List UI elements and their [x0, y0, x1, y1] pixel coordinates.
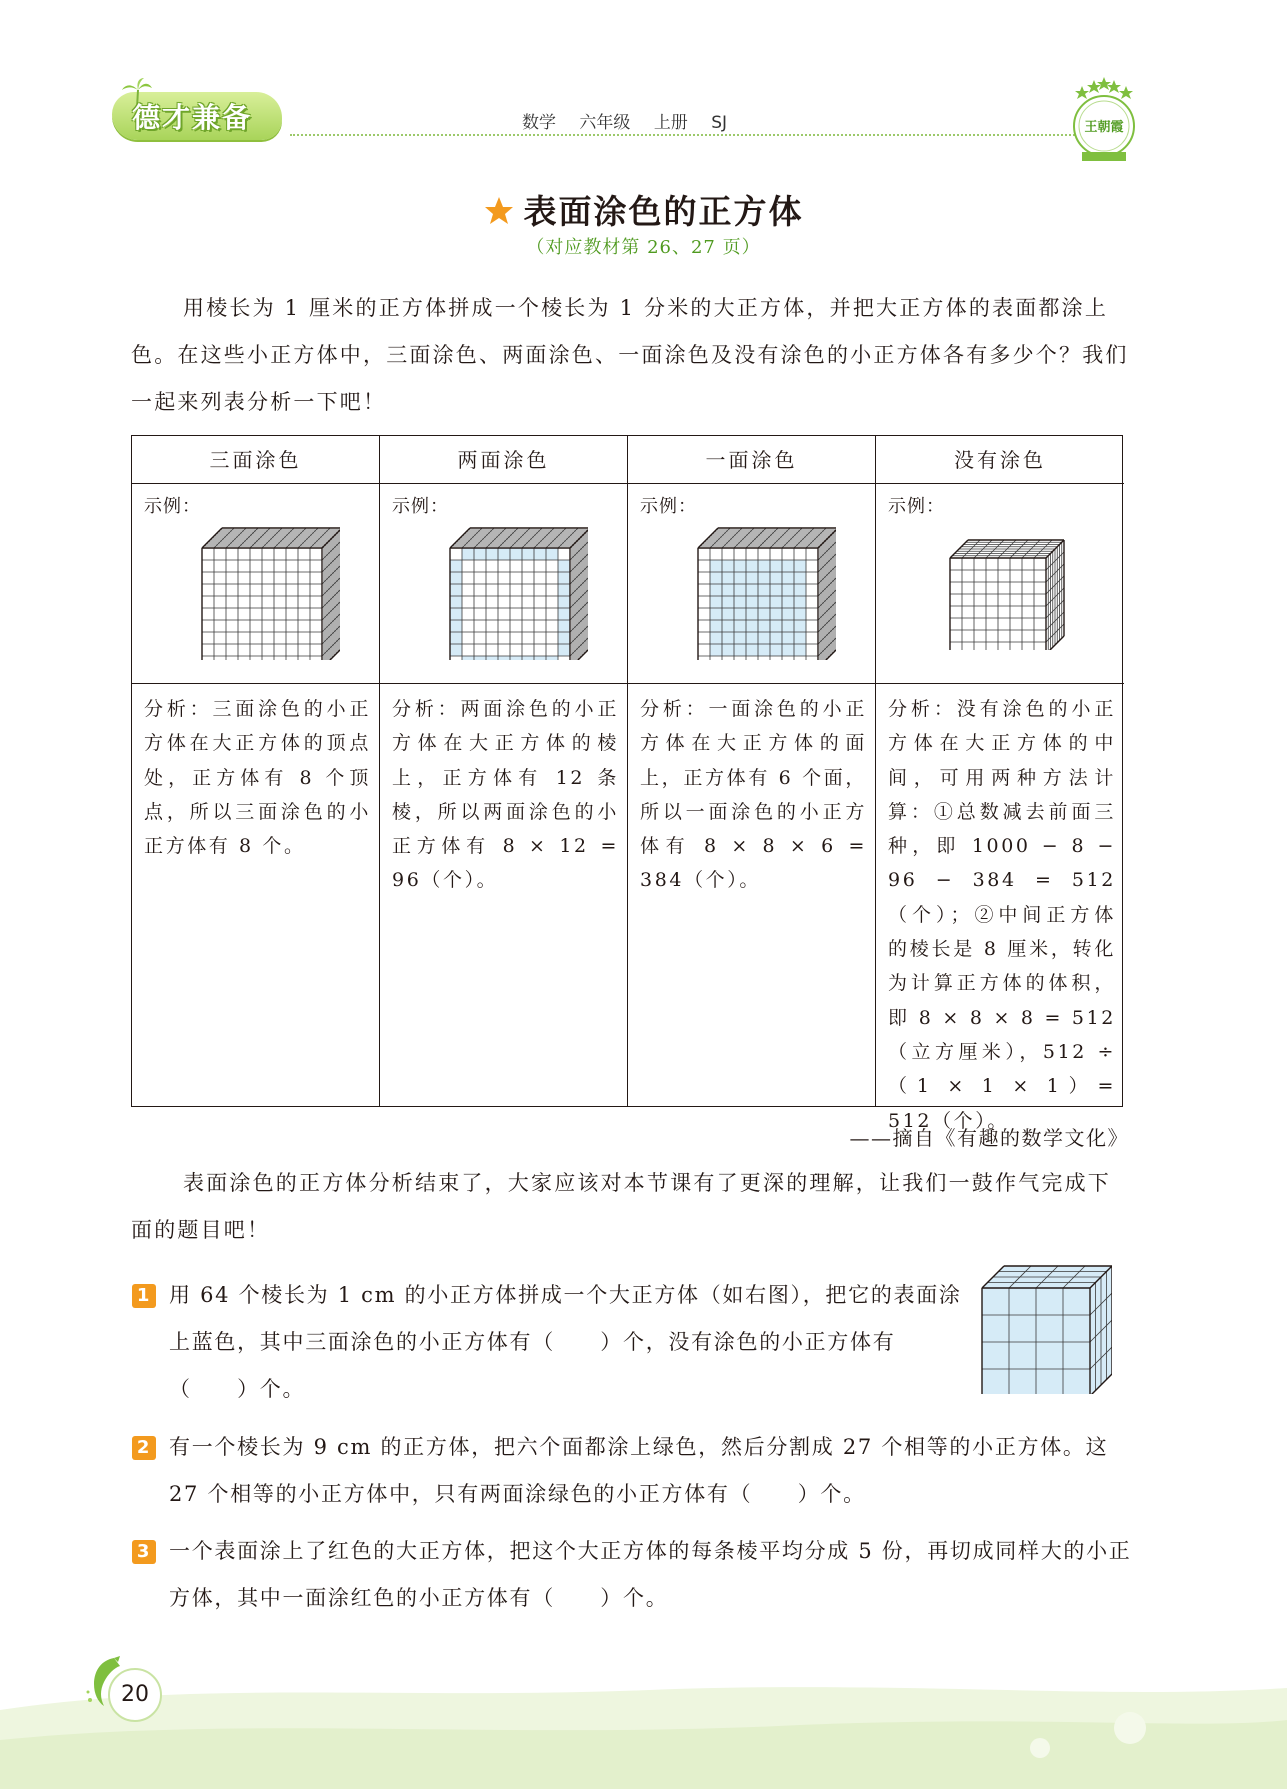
table-column-two-faces	[380, 436, 628, 1106]
question-2	[132, 1424, 1142, 1518]
subject-label: 数学	[522, 113, 556, 133]
page-title-text: 表面涂色的正方体	[523, 192, 804, 231]
table-column-three-faces	[132, 436, 380, 1106]
example-label: 示例：	[888, 496, 945, 517]
question-number-badge: 2	[132, 1436, 156, 1460]
question-number-badge: 3	[132, 1540, 156, 1564]
logo-text: 德才兼备	[132, 101, 253, 134]
question-text: 有一个棱长为 9 cm 的正方体，把六个面都涂上绿色，然后分割成 27 个相等的小正方体。这 27 个相等的小正方体中，只有两面涂绿色的小正方体有（ ）个。	[169, 1435, 1109, 1506]
cube-figure-one-face	[696, 526, 836, 660]
question-text: 一个表面涂上了红色的大正方体，把这个大正方体的每条棱平均分成 5 份，再切成同样大的小正方体，其中一面涂红色的小正方体有（ ）个。	[169, 1539, 1132, 1610]
page-title	[484, 192, 804, 231]
intro-paragraph: 用棱长为 1 厘米的正方体拼成一个棱长为 1 分米的大正方体，并把大正方体的表面都涂上色。在这些小正方体中，三面涂色、两面涂色、一面涂色及没有涂色的小正方体各有多少个？我们一起来列表分析一下吧！	[131, 296, 1129, 414]
table-header-cell: 三面涂色	[132, 436, 379, 484]
cube-figure-two-faces	[448, 526, 588, 660]
table-column-one-face	[628, 436, 876, 1106]
author-badge-logo	[1062, 74, 1146, 164]
cube-figure-three-faces	[200, 526, 340, 660]
table-column-no-faces	[876, 436, 1124, 1132]
example-label: 示例：	[392, 496, 449, 517]
cube-4x4-figure	[980, 1264, 1112, 1394]
volume-label: 上册	[653, 113, 688, 133]
footer-decoration	[0, 1670, 1287, 1789]
question-number-badge: 1	[132, 1284, 156, 1308]
edition-label: SJ	[711, 113, 728, 133]
star-icon	[484, 196, 514, 226]
example-label: 示例：	[144, 496, 201, 517]
analysis-text: 分析：两面涂色的小正方体在大正方体的棱上，正方体有 12 条棱，所以两面涂色的小正方体有 8 × 12 = 96（个）。	[392, 698, 619, 892]
header-divider	[290, 134, 1090, 136]
grade-label: 六年级	[579, 113, 631, 133]
table-header-cell: 没有涂色	[876, 436, 1124, 484]
page-number-badge	[100, 1660, 164, 1724]
table-header-cell: 一面涂色	[628, 436, 875, 484]
page-number: 20	[121, 1682, 149, 1707]
transition-paragraph: 表面涂色的正方体分析结束了，大家应该对本节课有了更深的理解，让我们一鼓作气完成下面的题目吧！	[131, 1171, 1111, 1242]
analysis-table	[131, 435, 1123, 1132]
source-citation: ——摘自《有趣的数学文化》	[849, 1126, 1129, 1150]
example-cell	[876, 484, 1124, 684]
example-label: 示例：	[640, 496, 697, 517]
svg-text:王朝霞: 王朝霞	[1084, 120, 1124, 135]
question-3	[132, 1528, 1132, 1622]
example-cell	[380, 484, 627, 684]
question-1	[132, 1272, 962, 1413]
title-block	[0, 186, 1287, 233]
analysis-text: 分析：没有涂色的小正方体在大正方体的中间，可用两种方法计算：①总数减去前面三种，即 1000 − 8 − 96 − 384 = 512（个）；②中间正方体的棱长是 8 厘米，转化为计算正方体的体积，即 8 × 8 × 8 = 512（立方厘米），512 ÷（1 × 1 × 1）= 512（个）。	[888, 698, 1116, 1132]
textbook-reference: （对应教材第 26、27 页）	[526, 237, 761, 258]
question-text: 用 64 个棱长为 1 cm 的小正方体拼成一个大正方体（如右图），把它的表面涂上蓝色，其中三面涂色的小正方体有（ ）个，没有涂色的小正方体有（ ）个。	[169, 1283, 962, 1401]
book-info	[522, 108, 745, 133]
analysis-text: 分析：一面涂色的小正方体在大正方体的面上，正方体有 6 个面，所以一面涂色的小正方体有 8 × 8 × 6 = 384（个）。	[640, 698, 867, 892]
table-header-cell: 两面涂色	[380, 436, 627, 484]
example-cell	[132, 484, 379, 684]
cube-figure-no-faces	[948, 538, 1072, 650]
series-logo	[112, 86, 288, 144]
example-cell	[628, 484, 875, 684]
analysis-text: 分析：三面涂色的小正方体在大正方体的顶点处，正方体有 8 个顶点，所以三面涂色的小正方体有 8 个。	[144, 698, 371, 858]
